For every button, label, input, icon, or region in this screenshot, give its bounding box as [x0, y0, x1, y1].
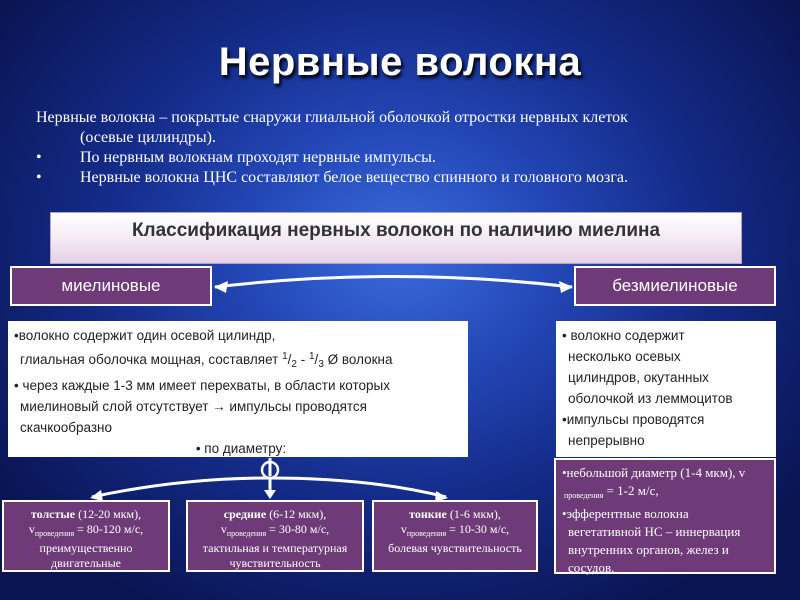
thick-fibers-speed-value: = 80-120 м/с,: [74, 522, 144, 536]
myelinated-line: скачкообразно: [20, 420, 113, 435]
unmyelinated-detail-line: вегетативной НС – иннервация: [568, 524, 741, 539]
unmyelinated-details-box: [554, 458, 776, 574]
velocity-symbol: v: [220, 522, 227, 536]
fraction-den: 2: [291, 359, 297, 370]
intro-line-1-cont: (осевые цилиндры).: [80, 129, 216, 146]
fraction-num: 1: [308, 351, 315, 362]
unmyelinated-line: непрерывно: [568, 433, 645, 448]
medium-fibers-name: средние: [223, 507, 267, 521]
thin-fibers-size: (1-6 мкм),: [446, 507, 501, 521]
medium-fibers-header: [188, 507, 362, 522]
unmyelinated-detail-line: внутренних органов, желез и: [568, 542, 729, 557]
unmyelinated-diameter: •небольшой диаметр (1-4 мкм), v: [562, 465, 746, 480]
myelinated-line-fraction: глиальная оболочка мощная, составляет $^1/_2 - ^1/_3$ Ø волокна: [20, 351, 393, 370]
unmyelinated-line: цилиндров, окутанных: [568, 370, 709, 385]
myelinated-line-diameter: • по диаметру:: [195, 441, 287, 456]
medium-fibers-speed: [188, 522, 362, 541]
fraction-den: 3: [318, 359, 324, 370]
unmyelinated-label-box: [574, 266, 776, 306]
thin-fibers-box: [372, 500, 538, 572]
velocity-symbol: v: [400, 522, 407, 536]
bullet-icon: •: [36, 149, 42, 166]
myelinated-text: глиальная оболочка мощная, составляет: [20, 352, 283, 367]
intro-line-1: Нервные волокна – покрытые снаружи глиальной оболочкой отростки нервных клеток: [36, 109, 628, 126]
branch-left: [92, 478, 270, 497]
fraction-num: 1: [282, 351, 288, 362]
unmyelinated-speed-value: = 1-2 м/с,: [603, 483, 659, 498]
unmyelinated-line: •импульсы проводятся: [562, 412, 705, 427]
velocity-subscript: проведения: [564, 491, 604, 500]
thin-fibers-name: тонкие: [409, 507, 447, 521]
unmyelinated-detail-line: •эфферентные волокна: [562, 506, 689, 521]
unmyelinated-detail-line: [562, 464, 770, 482]
myelinated-label-box: [10, 266, 212, 306]
velocity-subscript: проведения: [226, 529, 267, 538]
page-title: Нервные волокна: [218, 40, 582, 84]
velocity-subscript: проведения: [34, 529, 75, 538]
thin-fibers-desc: болевая чувствительность: [388, 541, 522, 555]
myelinated-line: •волокно содержит один осевой цилиндр,: [14, 328, 276, 343]
classification-box: [50, 212, 742, 264]
arrow-right-icon: [559, 281, 573, 293]
medium-fibers-desc: тактильная и температурная: [202, 541, 348, 555]
arrow-down-icon: [264, 490, 276, 499]
thick-fibers-desc: преимущественно: [39, 541, 133, 555]
intro-bullet-text: По нервным волокнам проходят нервные импульсы.: [80, 149, 436, 166]
medium-fibers-desc: чувствительность: [229, 556, 321, 570]
velocity-subscript: проведения: [406, 529, 447, 538]
thick-fibers-speed: [4, 522, 168, 541]
thick-fibers-desc: двигательные: [51, 556, 121, 570]
unmyelinated-line: несколько осевых: [568, 349, 681, 364]
thick-fibers-header: [4, 507, 168, 522]
myelinated-line: • через каждые 1-3 мм имеет перехваты, в области которых: [14, 378, 391, 393]
unmyelinated-detail-line: сосудов.: [568, 560, 615, 575]
myelinated-label: миелиновые: [61, 276, 161, 295]
medium-fibers-speed-value: = 30-80 м/с,: [266, 522, 330, 536]
classification-title: Классификация нервных волокон по наличию миелина: [131, 220, 661, 241]
intro-bullet: [36, 148, 776, 168]
intro-text: [36, 108, 776, 188]
thin-fibers-speed-value: = 10-30 м/с,: [446, 522, 510, 536]
medium-fibers-size: (6-12 мкм),: [266, 507, 327, 521]
fraction-dash: -: [296, 352, 309, 367]
intro-bullet: [36, 168, 776, 188]
intro-definition: [36, 108, 776, 148]
medium-fibers-box: [186, 500, 364, 572]
branch-node-icon: [262, 462, 278, 478]
myelinated-description: [8, 321, 468, 457]
thin-fibers-speed: [374, 522, 536, 541]
myelinated-line: миелиновый слой отсутствует → импульсы проводятся: [20, 399, 367, 414]
thick-fibers-name: толстые: [30, 507, 76, 521]
unmyelinated-label: безмиелиновые: [612, 276, 738, 295]
thick-fibers-box: [2, 500, 170, 572]
unmyelinated-line: оболочкой из леммоцитов: [568, 391, 733, 406]
thick-fibers-size: (12-20 мкм),: [75, 507, 142, 521]
unmyelinated-description: [556, 321, 776, 457]
bullet-icon: •: [36, 169, 42, 186]
myelinated-text: Ø волокна: [323, 352, 393, 367]
velocity-symbol: v: [28, 522, 35, 536]
intro-bullet-text: Нервные волокна ЦНС составляют белое вещество спинного и головного мозга.: [80, 169, 629, 186]
curved-connector: [215, 277, 572, 288]
unmyelinated-line: • волокно содержит: [562, 328, 685, 343]
thin-fibers-header: [374, 507, 536, 522]
branch-right: [270, 478, 446, 497]
unmyelinated-detail-speed: [562, 482, 770, 505]
arrow-left-icon: [214, 281, 228, 293]
